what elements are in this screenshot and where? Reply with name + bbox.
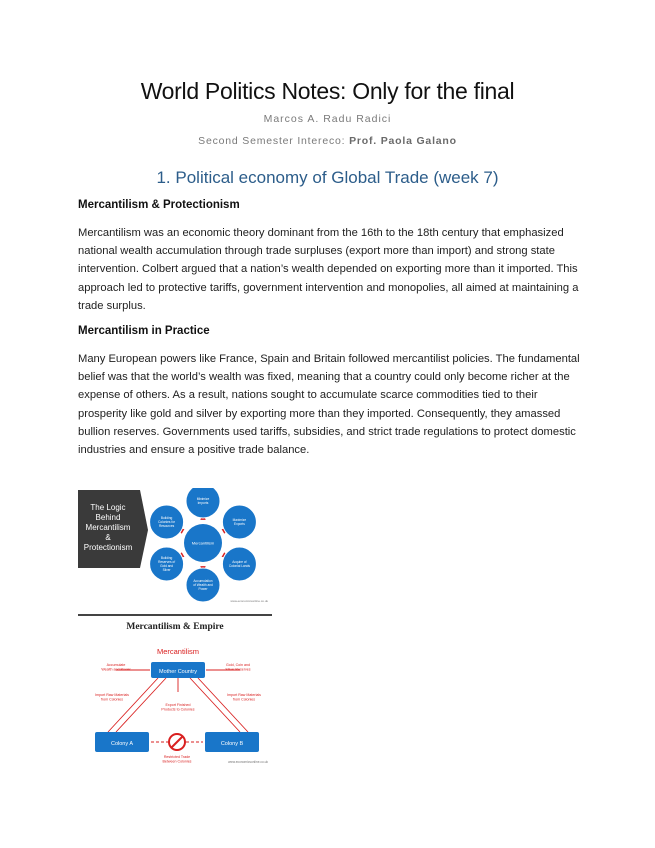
svg-text:Import Raw Materialsfrom Colon: Import Raw Materials from Colonies: [95, 693, 129, 702]
svg-text:Gold, Coin andSilver Reserves: Gold, Coin and Silver Reserves: [225, 663, 251, 672]
figure1-center-label: Mercantilism: [191, 540, 215, 546]
svg-text:Restricted TradeBetween Coloni: Restricted Trade Between Colonies: [162, 755, 192, 764]
svg-text:Protectionism: Protectionism: [83, 543, 133, 552]
figure2-credit: www.economicsonline.co.uk: [228, 760, 268, 764]
document-title: World Politics Notes: Only for the final: [140, 78, 515, 104]
figure2-label: Mercantilism: [156, 647, 200, 656]
figure2-title: Mercantilism & Empire: [126, 622, 224, 632]
figure1-credit: www.economicsonline.co.uk: [230, 599, 268, 603]
semester-prefix: Second Semester Intereco:: [198, 135, 350, 147]
subheading-mercantilism-in-practice: Mercantilism in Practice: [78, 325, 210, 337]
figure1-banner-text: [84, 503, 133, 552]
semester-line: [0, 135, 655, 147]
svg-text:&: &: [105, 533, 111, 542]
colony-a-label: Colony A: [110, 741, 134, 747]
figure1-node-label: Building Reserves of Gold and Silver: [158, 556, 176, 572]
svg-text:Import Raw Materialsfrom Colon: Import Raw Materials from Colonies: [227, 693, 261, 702]
professor-name: Prof. Paola Galano: [349, 135, 457, 147]
svg-text:AccumulateWealth and Power: Accumulate Wealth and Power: [101, 663, 131, 672]
paragraph-mercantilism: Mercantilism was an economic theory dominant from the 16th to the 18th century that emphasized national wealth accumulation through trade surpluses (export more than import) and strong state intervention. Colbert argued that a nation’s wealth depended on exporting more than it imported. This approach led to protective tariffs, government intervention and monopolies, all aimed at maintaining a trade surplus.: [78, 227, 579, 312]
paragraph-in-practice: Many European powers like France, Spain and Britain followed mercantilist policies. The fundamental belief was that the world’s wealth was fixed, meaning that a country could only become richer at the expense of others. As a result, nations sought to accumulate scarce commodities tied to their prosperity like gold and silver by exporting more than they imported. Consequently, they amassed bullion reserves. Governments used tariffs, subsidies, and strict trade regulations to protect domestic industries and ensure a positive trade balance.: [78, 353, 580, 457]
figure1-node-label: Acquire of Colonial Lands: [228, 560, 250, 568]
svg-text:The Logic: The Logic: [90, 503, 126, 512]
subheading-mercantilism-protectionism: Mercantilism & Protectionism: [78, 199, 240, 211]
colony-b-label: Colony B: [220, 741, 244, 747]
figure1-node-label: Building Colonies for Resources: [158, 516, 176, 528]
figure1-node-label: Accumulation of Wealth and Power: [193, 579, 213, 591]
svg-text:Mercantilism: Mercantilism: [85, 523, 131, 532]
mother-country-label: Mother Country: [159, 669, 197, 675]
svg-text:Export FinishedProducts to Col: Export Finished Products to Colonies: [161, 703, 195, 712]
author-name: Marcos A. Radu Radici: [263, 113, 392, 125]
svg-text:Behind: Behind: [95, 513, 121, 522]
figure-logic-of-mercantilism: [78, 488, 272, 614]
section-heading: 1. Political economy of Global Trade (week 7): [156, 168, 499, 187]
figure1-node-label: Minimize Imports: [196, 497, 210, 505]
figure1-node-label: Maximize Exports: [232, 518, 247, 526]
figure-mercantilism-empire: [78, 614, 272, 770]
